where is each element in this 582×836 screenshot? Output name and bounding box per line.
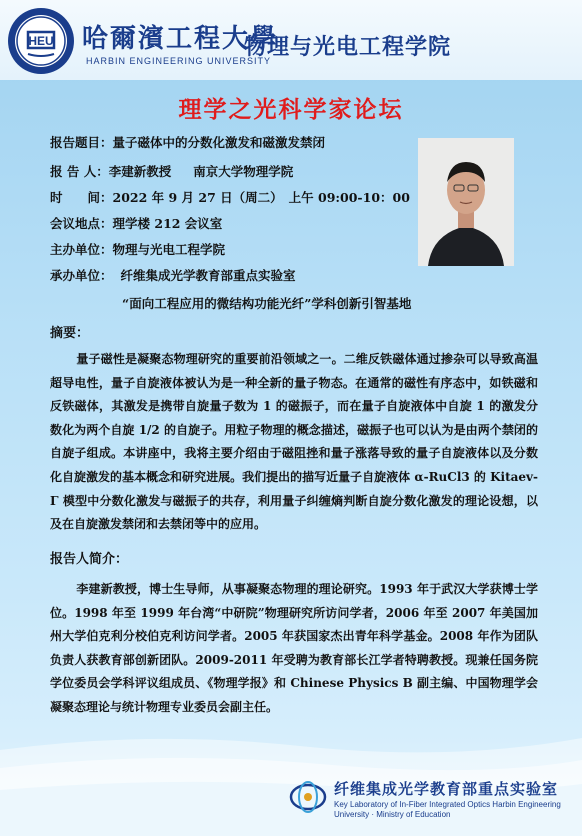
speaker-portrait-icon	[418, 138, 514, 266]
header-banner	[0, 0, 582, 80]
host-row	[50, 240, 225, 258]
university-seal-icon	[6, 6, 76, 76]
abstract-heading: 摘要：	[50, 326, 90, 341]
co-organizer-row	[50, 266, 296, 284]
lab-name-cn: 纤维集成光学教育部重点实验室	[334, 780, 559, 798]
venue-row	[50, 214, 222, 232]
co-organizer-label: 承办单位：	[50, 268, 113, 283]
speaker-label: 报 告 人：	[50, 164, 109, 179]
venue-label: 会议地点：	[50, 216, 113, 231]
co-organizer-value: 纤维集成光学教育部重点实验室	[120, 268, 296, 283]
abstract-text: 量子磁性是凝聚态物理研究的重要前沿领域之一。二维反铁磁体通过掺杂可以导致高温超导电性，量子自旋液体被认为是一种全新的量子物态。在通常的磁性有序态中，如铁磁和反铁磁体，其激发是携带自旋量子数为 1 的磁振子，而在量子自旋液体中自旋 1 的激发分数化为两个自旋 1/2 的自旋子。用粒子物理的概念描述，磁振子也可以认为是由两个禁闭的自旋子组成。本讲座中，我将主要介绍由于磁阻挫和量子涨落导致的量子自旋液体以及分数化自旋激发的基本概念和研究进展。我们提出的描写近量子自旋液体 α-RuCl3 的 Kitaev-Γ 模型中分数化激发与磁振子的共存，利用量子纠缠熵判断自旋分数化激发的理论设想，以及在自旋激发禁闭和去禁闭等中的应用。	[50, 352, 538, 532]
school-name: 物理与光电工程学院	[244, 35, 452, 60]
host-value: 物理与光电工程学院	[112, 242, 226, 257]
report-title-row	[50, 133, 325, 151]
forum-title: 理学之光科学家论坛	[178, 97, 404, 123]
venue-value: 理学楼 212 会议室	[112, 216, 223, 231]
university-name: 哈爾濱工程大學	[82, 24, 279, 54]
time-range: 上午 09:00-10：00	[288, 190, 410, 205]
host-label: 主办单位：	[50, 242, 113, 257]
speaker-row	[50, 162, 293, 180]
bio-text: 李建新教授，博士生导师，从事凝聚态物理的理论研究。1993 年于武汉大学获博士学位。1998 年至 1999 年台湾“中研院”物理研究所访问学者，2006 年至 2007 年美国加州大学伯克利分校伯克利访问学者。2005 年获国家杰出青年科学基金。2008 年作为团队负责人获教育部创新团队。2009-2011 年受聘为教育部长江学者特聘教授。现兼任国务院学位委员会学科评议组成员、《物理学报》和 Chinese Physics B 副主编、中国物理学会凝聚态理论与统计物理专业委员会副主任。	[50, 582, 538, 714]
lab-logo-icon	[288, 780, 328, 814]
speaker-affiliation: 南京大学物理学院	[193, 164, 294, 179]
report-title-label: 报告题目：	[50, 135, 113, 150]
speaker-photo	[418, 138, 514, 266]
lab-name-en: Key Laboratory of In-Fiber Integrated Optics Harbin Engineering University · Ministry of Education	[334, 800, 561, 819]
bio-heading: 报告人简介：	[50, 552, 129, 567]
university-name-en: HARBIN ENGINEERING UNIVERSITY	[86, 56, 272, 66]
time-date: 2022 年 9 月 27 日（周二）	[112, 190, 283, 205]
co-organizer-value-2: “面向工程应用的微结构功能光纤”学科创新引智基地	[122, 296, 412, 311]
time-row	[50, 188, 410, 206]
time-label: 时 间：	[50, 190, 113, 205]
seal-lettering: HEU	[28, 34, 54, 48]
co-organizer-row-2	[122, 294, 411, 312]
report-title-value: 量子磁体中的分数化激发和磁激发禁闭	[112, 135, 326, 150]
speaker-name: 李建新教授	[108, 164, 172, 179]
